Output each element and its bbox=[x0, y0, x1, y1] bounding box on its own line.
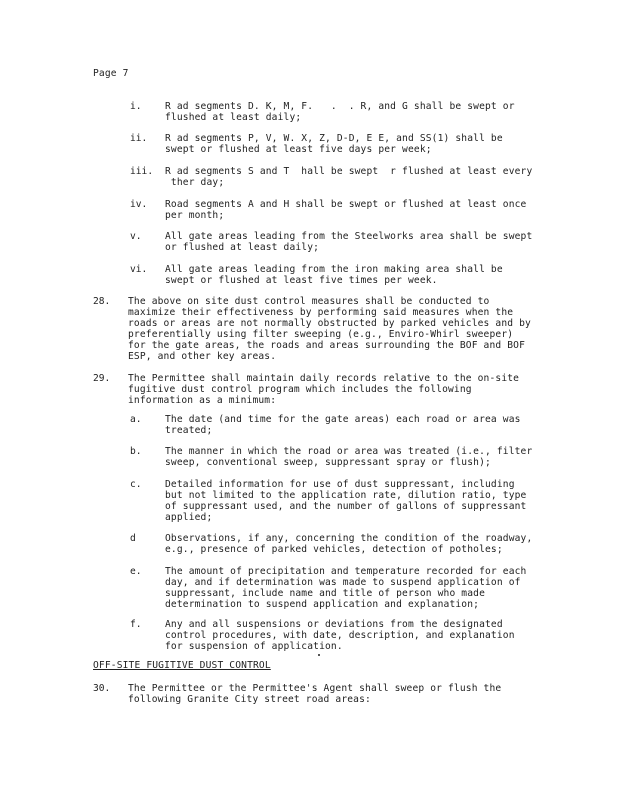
item-marker: iii. bbox=[130, 166, 154, 177]
paragraph-line: The above on site dust control measures shall be conducted to bbox=[128, 296, 490, 307]
item-line: suppressant, include name and title of person who made bbox=[165, 588, 485, 599]
item-line: control procedures, with date, description, and explanation bbox=[165, 630, 515, 641]
item-line: The manner in which the road or area was treated (i.e., filter bbox=[165, 446, 533, 457]
item-line: e.g., presence of parked vehicles, detection of potholes; bbox=[165, 544, 503, 555]
paragraph-line: roads or areas are not normally obstructed by parked vehicles and by bbox=[128, 318, 531, 329]
item-line: The date (and time for the gate areas) each road or area was bbox=[165, 414, 521, 425]
item-line: R ad segments D. K, M, F. . . R, and G shall be swept or bbox=[165, 101, 515, 112]
item-line: All gate areas leading from the Steelworks area shall be swept bbox=[165, 231, 533, 242]
item-line: ther day; bbox=[165, 177, 225, 188]
item-marker: i. bbox=[130, 101, 142, 112]
paragraph-line: The Permittee or the Permittee's Agent shall sweep or flush the bbox=[128, 683, 502, 694]
item-line: of suppressant used, and the number of gallons of suppressant bbox=[165, 501, 527, 512]
item-marker: e. bbox=[130, 566, 142, 577]
item-line: Road segments A and H shall be swept or flushed at least once bbox=[165, 199, 527, 210]
item-line: treated; bbox=[165, 425, 213, 436]
item-line: R ad segments S and T hall be swept r flushed at least every bbox=[165, 166, 533, 177]
item-marker: v. bbox=[130, 231, 142, 242]
item-line: swept or flushed at least five days per week; bbox=[165, 144, 432, 155]
item-line: but not limited to the application rate, dilution ratio, type bbox=[165, 490, 527, 501]
item-line: The amount of precipitation and temperature recorded for each bbox=[165, 566, 527, 577]
item-line: applied; bbox=[165, 512, 213, 523]
item-line: Any and all suspensions or deviations from the designated bbox=[165, 619, 503, 630]
item-line: Observations, if any, concerning the condition of the roadway, bbox=[165, 533, 533, 544]
paragraph-number: 28. bbox=[93, 296, 111, 307]
item-line: for suspension of application. bbox=[165, 641, 343, 652]
item-line: sweep, conventional sweep, suppressant spray or flush); bbox=[165, 457, 491, 468]
item-marker: ii. bbox=[130, 133, 148, 144]
paragraph-number: 30. bbox=[93, 683, 111, 694]
paragraph-line: information as a minimum: bbox=[128, 395, 277, 406]
scan-speck bbox=[318, 654, 320, 656]
paragraph-line: ESP, and other key areas. bbox=[128, 351, 277, 362]
item-marker: vi. bbox=[130, 264, 148, 275]
paragraph-line: fugitive dust control program which includes the following bbox=[128, 384, 472, 395]
item-line: per month; bbox=[165, 210, 225, 221]
item-marker: f. bbox=[130, 619, 142, 630]
section-heading: OFF-SITE FUGITIVE DUST CONTROL bbox=[93, 660, 271, 671]
item-line: day, and if determination was made to suspend application of bbox=[165, 577, 521, 588]
page-label: Page 7 bbox=[93, 68, 129, 79]
paragraph-line: maximize their effectiveness by performing said measures when the bbox=[128, 307, 514, 318]
item-line: flushed at least daily; bbox=[165, 112, 302, 123]
item-marker: iv. bbox=[130, 199, 148, 210]
item-marker: b. bbox=[130, 446, 142, 457]
item-line: or flushed at least daily; bbox=[165, 242, 320, 253]
item-line: All gate areas leading from the iron making area shall be bbox=[165, 264, 503, 275]
item-marker: d bbox=[130, 533, 136, 544]
paragraph-line: The Permittee shall maintain daily records relative to the on-site bbox=[128, 373, 520, 384]
paragraph-number: 29. bbox=[93, 373, 111, 384]
item-line: swept or flushed at least five times per week. bbox=[165, 275, 438, 286]
item-marker: c. bbox=[130, 479, 142, 490]
paragraph-line: preferentially using filter sweeping (e.g., Enviro-Whirl sweeper) bbox=[128, 329, 514, 340]
item-line: Detailed information for use of dust suppressant, including bbox=[165, 479, 515, 490]
paragraph-line: following Granite City street road areas: bbox=[128, 694, 371, 705]
item-line: determination to suspend application and explanation; bbox=[165, 599, 480, 610]
item-marker: a. bbox=[130, 414, 142, 425]
paragraph-line: for the gate areas, the roads and areas surrounding the BOF and BOF bbox=[128, 340, 526, 351]
item-line: R ad segments P, V, W. X, Z, D-D, E E, and SS(1) shall be bbox=[165, 133, 503, 144]
